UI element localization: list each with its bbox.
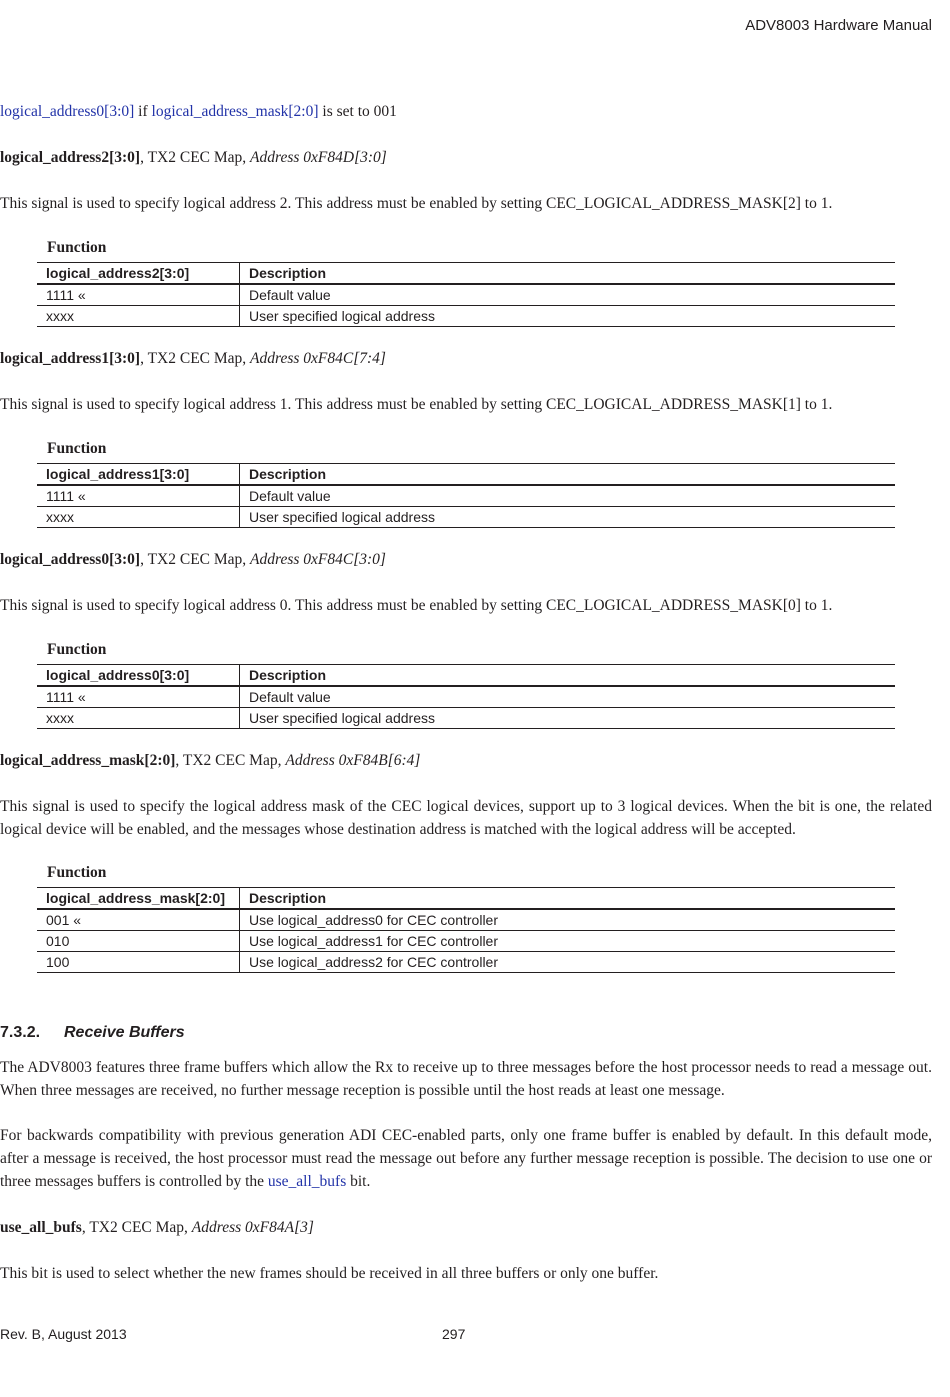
register-heading: logical_address_mask[2:0], TX2 CEC Map, Address 0xF84B[6:4] xyxy=(0,752,421,769)
table-row xyxy=(37,686,895,708)
column-header: Description xyxy=(240,888,896,910)
document-header-title: ADV8003 Hardware Manual xyxy=(745,17,932,34)
table-cell: 001 « xyxy=(37,909,240,931)
column-header: logical_address_mask[2:0] xyxy=(37,888,240,910)
table-row xyxy=(37,952,895,973)
table-cell: 1111 « xyxy=(37,686,240,708)
table-cell: xxxx xyxy=(37,708,240,729)
table-row xyxy=(37,931,895,952)
column-header: Description xyxy=(240,665,896,687)
section-number: 7.3.2. xyxy=(0,1024,41,1041)
table-cell: xxxx xyxy=(37,306,240,327)
table-header-row xyxy=(37,464,895,486)
intro-line: logical_address0[3:0] if logical_address_mask[2:0] is set to 001 xyxy=(0,103,397,120)
table-row xyxy=(37,507,895,528)
register-table xyxy=(37,664,895,729)
table-row xyxy=(37,284,895,306)
column-header: logical_address0[3:0] xyxy=(37,665,240,687)
table-cell: User specified logical address xyxy=(240,306,896,327)
table-row xyxy=(37,708,895,729)
table-row xyxy=(37,306,895,327)
table-cell: Use logical_address1 for CEC controller xyxy=(240,931,896,952)
table-row xyxy=(37,909,895,931)
register-description: This signal is used to specify the logical address mask of the CEC logical devices, support up to 3 logical devices. When the bit is one, the related logical device will be enabled, and the messages whose destination address is matched with the logical address will be accepted. xyxy=(0,798,932,838)
table-header-row xyxy=(37,263,895,285)
column-header: Description xyxy=(240,263,896,285)
use-all-bufs-link[interactable]: use_all_bufs xyxy=(267,1173,347,1190)
section-heading xyxy=(0,1024,185,1042)
table-cell: 1111 « xyxy=(37,485,240,507)
register-table xyxy=(37,463,895,528)
table-header-row xyxy=(37,665,895,687)
table-caption: Function xyxy=(47,440,107,457)
table-caption: Function xyxy=(47,864,107,881)
table-cell: xxxx xyxy=(37,507,240,528)
column-header: logical_address2[3:0] xyxy=(37,263,240,285)
register-description: This signal is used to specify logical address 1. This address must be enabled by setting CEC_LOGICAL_ADDRESS_MASK[1] to 1. xyxy=(0,396,833,413)
table-cell: 010 xyxy=(37,931,240,952)
section-title: Receive Buffers xyxy=(64,1024,185,1041)
register-heading: logical_address0[3:0], TX2 CEC Map, Address 0xF84C[3:0] xyxy=(0,551,386,568)
section-paragraph: For backwards compatibility with previous generation ADI CEC-enabled parts, only one frame buffer is enabled by default. In this default mode, after a message is received, the host processor must read the message out before any further message reception is possible. The decision to use one or three messages buffers is controlled by the use_all_bufs bit. xyxy=(0,1127,932,1190)
register-heading: use_all_bufs, TX2 CEC Map, Address 0xF84A[3] xyxy=(0,1219,314,1236)
page-number: 297 xyxy=(442,1326,466,1342)
table-cell: Default value xyxy=(240,284,896,306)
table-cell: 1111 « xyxy=(37,284,240,306)
logical-address0-link[interactable]: logical_address0[3:0] xyxy=(0,103,135,120)
register-table xyxy=(37,262,895,327)
register-heading: logical_address2[3:0], TX2 CEC Map, Address 0xF84D[3:0] xyxy=(0,149,387,166)
register-description: This signal is used to specify logical address 0. This address must be enabled by setting CEC_LOGICAL_ADDRESS_MASK[0] to 1. xyxy=(0,597,833,614)
table-cell: Default value xyxy=(240,686,896,708)
table-caption: Function xyxy=(47,239,107,256)
register-heading: logical_address1[3:0], TX2 CEC Map, Address 0xF84C[7:4] xyxy=(0,350,386,367)
table-caption: Function xyxy=(47,641,107,658)
table-cell: User specified logical address xyxy=(240,507,896,528)
table-row xyxy=(37,485,895,507)
column-header: logical_address1[3:0] xyxy=(37,464,240,486)
register-description: This bit is used to select whether the new frames should be received in all three buffers or only one buffer. xyxy=(0,1265,659,1282)
table-cell: Use logical_address0 for CEC controller xyxy=(240,909,896,931)
section-paragraph: The ADV8003 features three frame buffers which allow the Rx to receive up to three messages before the host processor needs to read a message out. When three messages are received, no further message reception is possible until the host reads at least one message. xyxy=(0,1059,932,1099)
table-cell: Use logical_address2 for CEC controller xyxy=(240,952,896,973)
table-header-row xyxy=(37,888,895,910)
footer-revision: Rev. B, August 2013 xyxy=(0,1326,127,1342)
table-cell: Default value xyxy=(240,485,896,507)
table-cell: 100 xyxy=(37,952,240,973)
register-table xyxy=(37,887,895,973)
table-cell: User specified logical address xyxy=(240,708,896,729)
logical-address-mask-link[interactable]: logical_address_mask[2:0] xyxy=(151,103,319,120)
register-description: This signal is used to specify logical address 2. This address must be enabled by setting CEC_LOGICAL_ADDRESS_MASK[2] to 1. xyxy=(0,195,833,212)
column-header: Description xyxy=(240,464,896,486)
